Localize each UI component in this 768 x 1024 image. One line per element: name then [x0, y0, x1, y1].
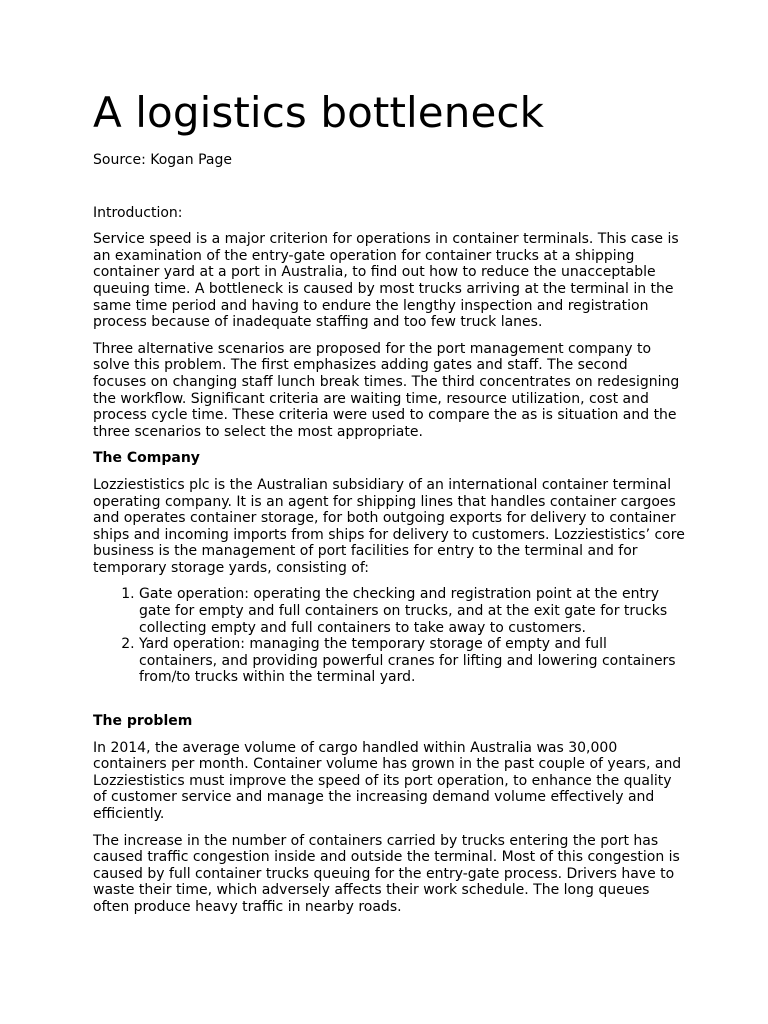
problem-heading: The problem: [93, 713, 193, 730]
list-item: 1. Gate operation: operating the checking and registration point at the entry gate for empty and full containers on trucks, and at the exit gate for trucks collecting empty and full containers to take away to customers.: [139, 586, 685, 636]
intro-paragraph: Three alternative scenarios are proposed for the port management company to solve this problem. The first emphasizes adding gates and staff. The second focuses on changing staff lunch break times. The third concentrates on redesigning the workflow. Significant criteria are waiting time, resource utilization, cost and process cycle time. These criteria were used to compare the as is situation and the three scenarios to select the most appropriate.: [93, 340, 680, 440]
source-line: Source: Kogan Page: [93, 152, 232, 168]
company-paragraph: Lozziestistics plc is the Australian subsidiary of an international container terminal operating company. It is an agent for shipping lines that handles container cargoes and operates container storage, for both outgoing exports for delivery to container ships and incoming imports from ships for delivery to customers. Lozziestistics’ core business is the management of port facilities for entry to the terminal and for temporary storage yards, consisting of:: [93, 476, 685, 576]
document-page: [93, 86, 685, 916]
intro-paragraph: Service speed is a major criterion for operations in container terminals. This case is an examination of the entry-gate operation for container trucks at a shipping container yard at a port in Australia, to find out how to reduce the unacceptable queuing time. A bottleneck is caused by most trucks arriving at the terminal in the same time period and having to endure the lengthy inspection and registration process because of inadequate staffing and too few truck lanes.: [93, 231, 679, 331]
introduction-label: Introduction:: [93, 204, 183, 221]
problem-paragraph: The increase in the number of containers carried by trucks entering the port has caused traffic congestion inside and outside the terminal. Most of this congestion is caused by full container trucks queuing for the entry-gate process. Drivers have to waste their time, which adversely affects their work schedule. The long queues often produce heavy traffic in nearby roads.: [93, 832, 680, 915]
document-title: A logistics bottleneck: [93, 88, 544, 137]
company-heading: The Company: [93, 450, 200, 467]
company-operations-list: [93, 586, 685, 686]
list-item: 2. Yard operation: managing the temporary storage of empty and full containers, and providing powerful cranes for lifting and lowering containers from/to trucks within the terminal yard.: [139, 636, 685, 686]
problem-paragraph: In 2014, the average volume of cargo handled within Australia was 30,000 containers per month. Container volume has grown in the past couple of years, and Lozziestistics must improve the speed of its port operation, to enhance the quality of customer service and manage the increasing demand volume effectively and efficiently.: [93, 739, 682, 822]
